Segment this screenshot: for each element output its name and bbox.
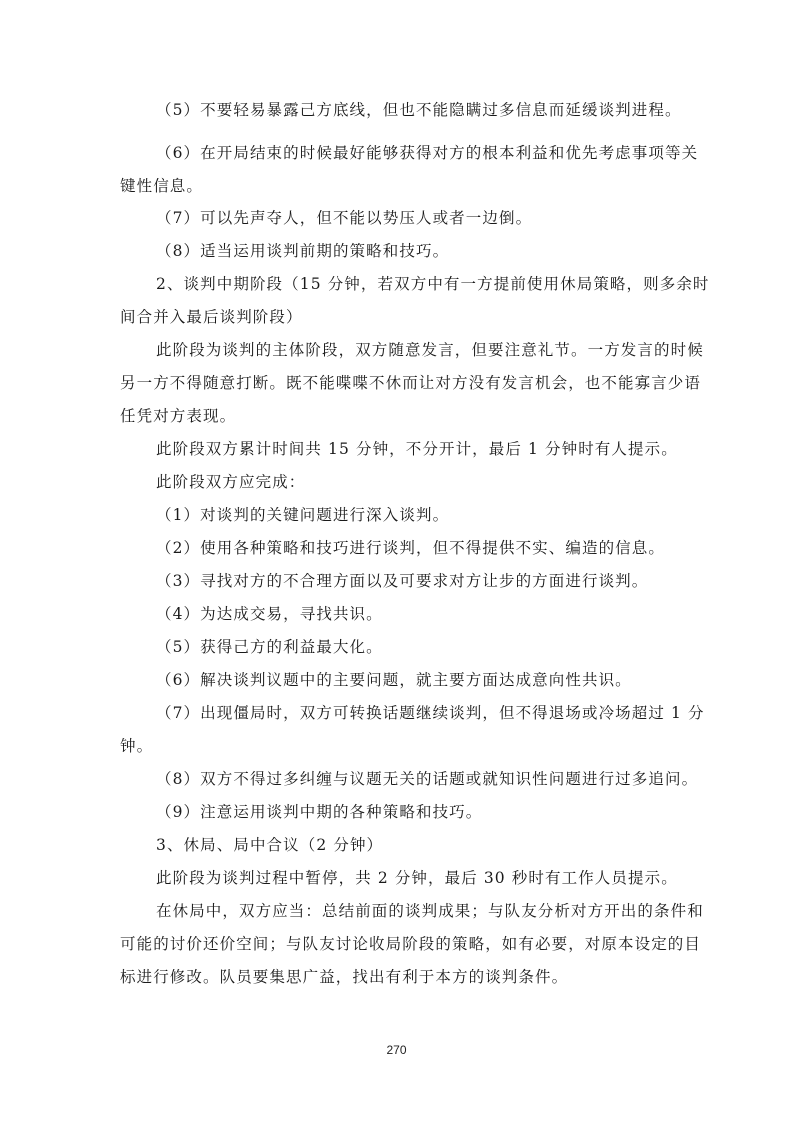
text-line: （9）注意运用谈判中期的各种策略和技巧。 — [156, 803, 483, 821]
text-line: 此阶段为谈判的主体阶段，双方随意发言，但要注意礼节。一方发言的时候 — [156, 341, 704, 359]
text-line: （6）在开局结束的时候最好能够获得对方的根本利益和优先考虑事项等关 — [156, 144, 699, 162]
text-line: （4）为达成交易，寻找共识。 — [156, 605, 383, 623]
text-line: 此阶段为谈判过程中暂停，共 2 分钟，最后 30 秒时有工作人员提示。 — [156, 869, 678, 887]
text-line: 3、休局、局中合议（2 分钟） — [156, 836, 384, 854]
text-line: （2）使用各种策略和技巧进行谈判，但不得提供不实、编造的信息。 — [156, 539, 665, 557]
text-line: （7）可以先声夺人，但不能以势压人或者一边倒。 — [156, 209, 533, 227]
text-line: 此阶段双方应完成： — [156, 473, 306, 491]
text-line: （3）寻找对方的不合理方面以及可要求对方让步的方面进行谈判。 — [156, 572, 649, 590]
text-line: （7）出现僵局时，双方可转换话题继续谈判，但不得退场或冷场超过 1 分 — [156, 704, 705, 722]
text-line: 任凭对方表现。 — [120, 407, 237, 425]
text-line: 此阶段双方累计时间共 15 分钟，不分开计，最后 1 分钟时有人提示。 — [156, 440, 678, 458]
text-line: （6）解决谈判议题中的主要问题，就主要方面达成意向性共识。 — [156, 671, 632, 689]
text-line: 间合并入最后谈判阶段） — [120, 308, 303, 326]
text-line: （5）不要轻易暴露己方底线，但也不能隐瞒过多信息而延缓谈判进程。 — [156, 101, 682, 119]
text-line: 键性信息。 — [120, 177, 204, 195]
text-line: 标进行修改。队员要集思广益，找出有利于本方的谈判条件。 — [120, 968, 569, 986]
text-line: 钟。 — [120, 737, 154, 755]
text-line: 另一方不得随意打断。既不能喋喋不休而让对方没有发言机会，也不能寡言少语 — [120, 374, 702, 392]
text-line: 在休局中，双方应当：总结前面的谈判成果；与队友分析对方开出的条件和 — [156, 902, 704, 920]
text-line: 可能的讨价还价空间；与队友讨论收局阶段的策略，如有必要，对原本设定的目 — [120, 935, 702, 953]
text-line: 2、谈判中期阶段（15 分钟，若双方中有一方提前使用休局策略，则多余时 — [156, 275, 710, 293]
text-line: （5）获得己方的利益最大化。 — [156, 638, 383, 656]
text-line: （8）双方不得过多纠缠与议题无关的话题或就知识性问题进行过多追问。 — [156, 770, 699, 788]
text-line: （8）适当运用谈判前期的策略和技巧。 — [156, 242, 450, 260]
text-line: （1）对谈判的关键问题进行深入谈判。 — [156, 506, 450, 524]
page-number: 270 — [386, 1043, 407, 1057]
